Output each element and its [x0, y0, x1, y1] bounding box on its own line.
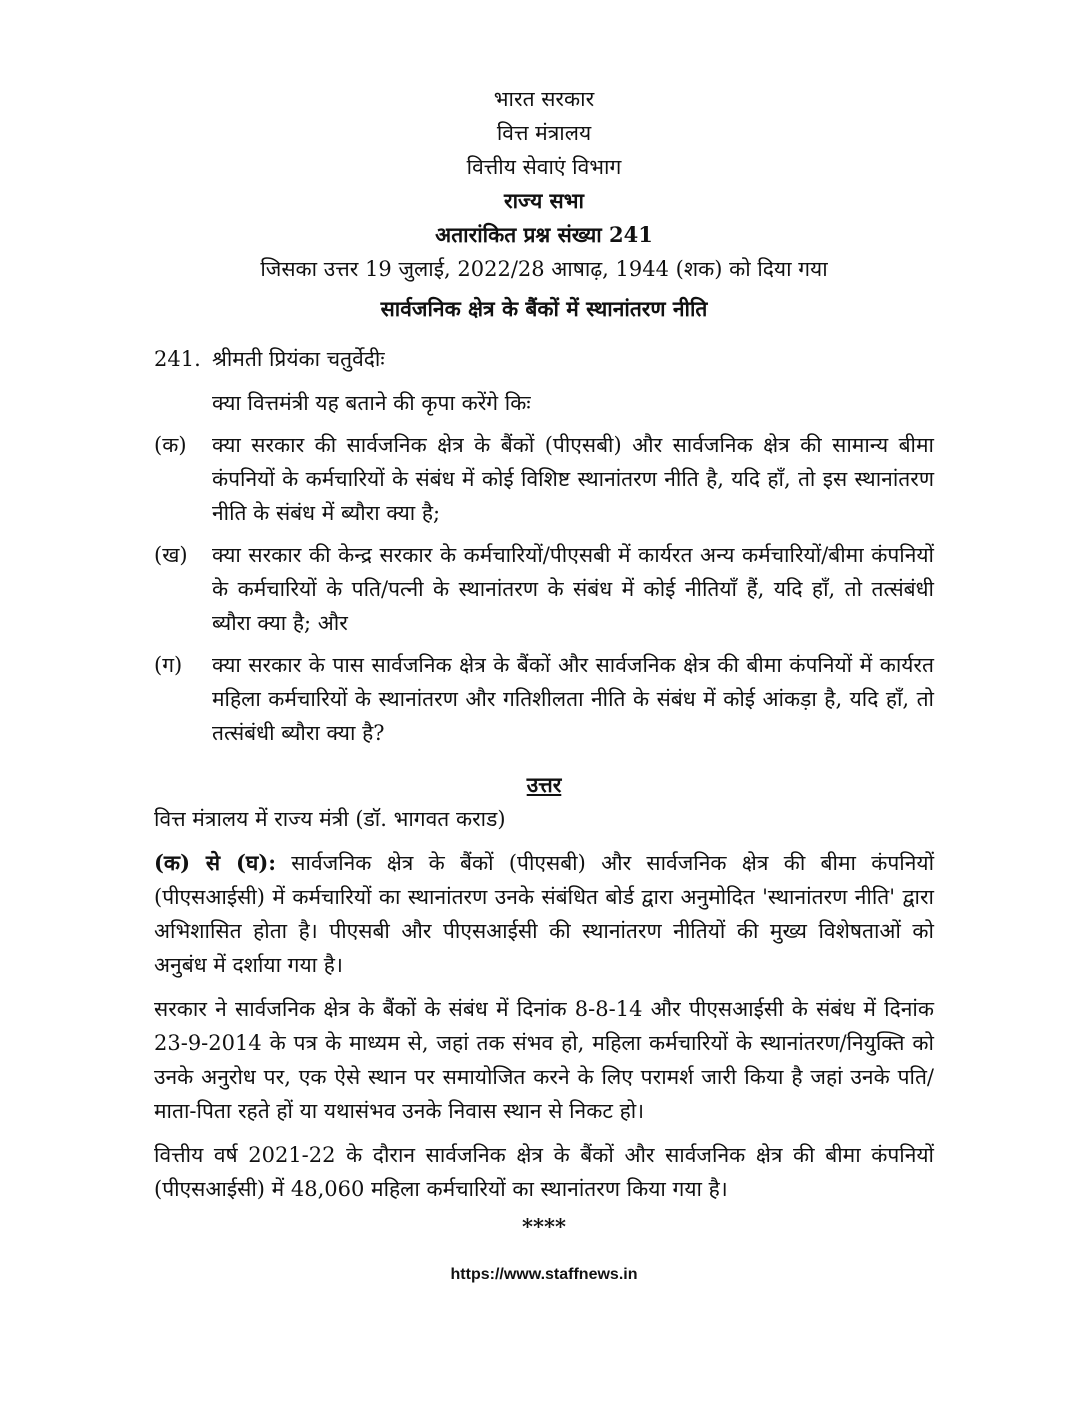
subject-title: सार्वजनिक क्षेत्र के बैंकों में स्थानांतरण नीति [380, 296, 708, 321]
answer-paragraph-1 [154, 846, 934, 982]
item-label: (ख) [154, 543, 188, 567]
document-page [154, 82, 934, 1244]
question-intro: क्या वित्तमंत्री यह बताने की कृपा करेंगे किः [212, 391, 531, 415]
end-marker: **** [522, 1214, 566, 1239]
question-number: 241. [154, 347, 201, 371]
footer-url[interactable]: https://www.staffnews.in [450, 1266, 638, 1283]
question-title: अतारांकित प्रश्न संख्या 241 [435, 222, 653, 247]
item-text: क्या सरकार की केन्द्र सरकार के कर्मचारियों/पीएसबी में कार्यरत अन्य कर्मचारियों/बीमा कंपनियों के कर्मचारियों के पति/पत्नी के स्थानांतरण के संबंध में कोई नीतियाँ हैं, यदि हाँ, तो तत्संबंधी ब्यौरा क्या है; और [212, 543, 934, 635]
ministry-line: वित्त मंत्रालय [496, 121, 592, 145]
govt-line: भारत सरकार [493, 87, 595, 111]
question-item [154, 428, 934, 530]
item-label: (क) [154, 433, 187, 457]
answer-heading: उत्तर [526, 772, 562, 797]
question-member-row [154, 342, 934, 376]
answer-paragraph-2: सरकार ने सार्वजनिक क्षेत्र के बैंकों के संबंध में दिनांक 8-8-14 और पीएसआईसी के संबंध में दिनांक 23-9-2014 के पत्र के माध्यम से, जहां तक संभव हो, महिला कर्मचारियों के स्थानांतरण/नियुक्ति को उनके अनुरोध पर, एक ऐसे स्थान पर समायोजित करने के लिए परामर्श जारी किया है जहां उनके पति/माता-पिता रहते हों या यथासंभव उनके निवास स्थान से निकट हो। [154, 997, 934, 1123]
item-label: (ग) [154, 653, 183, 677]
item-text: क्या सरकार के पास सार्वजनिक क्षेत्र के बैंकों और सार्वजनिक क्षेत्र की बीमा कंपनियों में कार्यरत महिला कर्मचारियों के स्थानांतरण और गतिशीलता नीति के संबंध में कोई आंकड़ा है, यदि हाँ, तो तत्संबंधी ब्यौरा क्या है? [212, 653, 934, 745]
member-name: श्रीमती प्रियंका चतुर्वेदीः [212, 347, 385, 371]
answer-paragraph-3: वित्तीय वर्ष 2021-22 के दौरान सार्वजनिक क्षेत्र के बैंकों और सार्वजनिक क्षेत्र की बीमा कंपनियों (पीएसआईसी) में 48,060 महिला कर्मचारियों का स्थानांतरण किया गया है। [154, 1143, 934, 1201]
department-line: वित्तीय सेवाएं विभाग [466, 155, 622, 179]
answer-label: (क) से (घ): [154, 850, 277, 875]
house-name: राज्य सभा [504, 188, 584, 213]
minister-line: वित्त मंत्रालय में राज्य मंत्री (डॉ. भागवत कराड) [154, 807, 506, 831]
question-item [154, 538, 934, 640]
item-text: क्या सरकार की सार्वजनिक क्षेत्र के बैंकों (पीएसबी) और सार्वजनिक क्षेत्र की सामान्य बीमा कंपनियों के कर्मचारियों के संबंध में कोई विशिष्ट स्थानांतरण नीति है, यदि हाँ, तो इस स्थानांतरण नीति के संबंध में ब्यौरा क्या है; [212, 433, 934, 525]
answer-text: सार्वजनिक क्षेत्र के बैंकों (पीएसबी) और सार्वजनिक क्षेत्र की बीमा कंपनियों (पीएसआईसी) में कर्मचारियों का स्थानांतरण उनके संबंधित बोर्ड द्वारा अनुमोदित 'स्थानांतरण नीति' द्वारा अभिशासित होता है। पीएसबी और पीएसआईसी की स्थानांतरण नीतियों की मुख्य विशेषताओं को अनुबंध में दर्शाया गया है। [154, 851, 935, 977]
answer-date: जिसका उत्तर 19 जुलाई, 2022/28 आषाढ़, 1944 (शक) को दिया गया [260, 257, 828, 281]
question-item [154, 648, 934, 750]
